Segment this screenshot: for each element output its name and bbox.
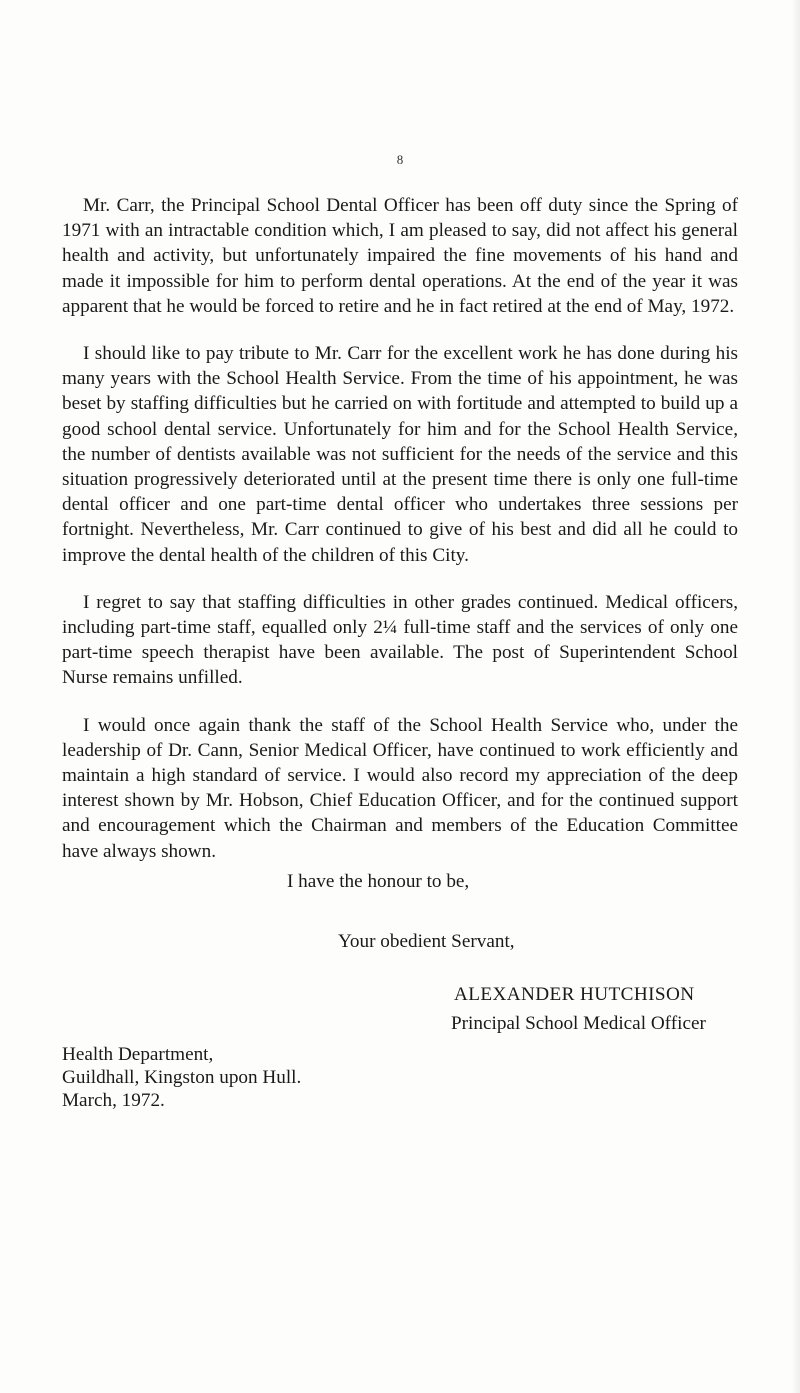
letter-body [62, 193, 738, 886]
address-location: Guildhall, Kingston upon Hull. [62, 1067, 302, 1088]
paragraph-dental-officer: Mr. Carr, the Principal School Dental Officer has been off duty since the Spring of 1971 with an intractable condition which, I am pleased to say, did not affect his general health and activity, but unfortunately impaired the fine movements of his hand and made it impossible for him to perform dental operations. At the end of the year it was apparent that he would be forced to retire and he in fact retired at the end of May, 1972. [62, 195, 738, 317]
address-date: March, 1972. [62, 1090, 165, 1111]
signatory-name: ALEXANDER HUTCHISON [454, 984, 695, 1005]
paragraph-tribute: I should like to pay tribute to Mr. Carr for the excellent work he has done during his many years with the School Health Service. From the time of his appointment, he was beset by staffing difficulties but he carried on with fortitude and attempted to build up a good school dental service. Unfortunately for him and for the School Health Service, the number of dentists available was not sufficient for the needs of the service and this situation progressively deteriorated until at the present time there is only one full-time dental officer and one part-time dental officer who undertakes three sessions per fortnight. Nevertheless, Mr. Carr continued to give of his best and did all he could to improve the dental health of the children of this City. [62, 343, 738, 566]
signatory-title: Principal School Medical Officer [451, 1013, 706, 1034]
closing-honour: I have the honour to be, [287, 871, 470, 892]
paragraph-thanks: I would once again thank the staff of the School Health Service who, under the leadership of Dr. Cann, Senior Medical Officer, have continued to work efficiently and maintain a high standard of service. I would also record my appreciation of the deep interest shown by Mr. Hobson, Chief Education Officer, and for the continued support and encouragement which the Chairman and members of the Education Committee have always shown. [62, 714, 738, 862]
page-number: 8 [396, 152, 404, 167]
page-edge-shadow [792, 0, 800, 1393]
closing-servant: Your obedient Servant, [338, 931, 515, 952]
paragraph-staffing: I regret to say that staffing difficulties in other grades continued. Medical officers, including part-time staff, equalled only 2¼ full-time staff and the services of only one part-time speech therapist have been available. The post of Superintendent School Nurse remains unfilled. [62, 591, 738, 689]
signature-block [451, 982, 724, 1036]
address-block [62, 1043, 462, 1112]
address-department: Health Department, [62, 1044, 214, 1065]
